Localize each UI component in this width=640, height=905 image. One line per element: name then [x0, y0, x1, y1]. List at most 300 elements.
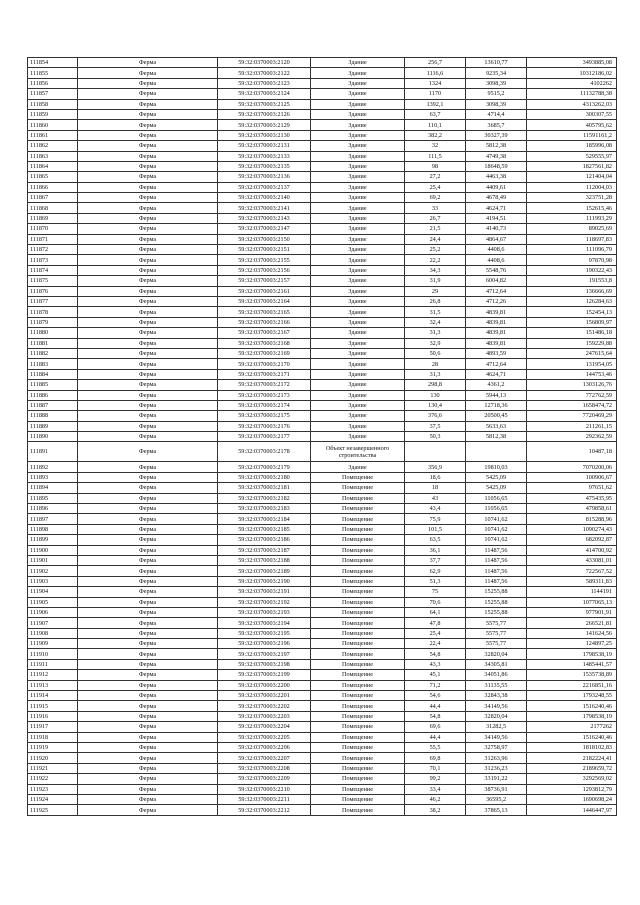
object-type-cell: Помещение: [311, 732, 405, 742]
area-cell: 31,9: [405, 276, 466, 286]
unit-cost-cell: 5575,77: [466, 628, 527, 638]
area-cell: 25,4: [405, 182, 466, 192]
object-type-cell: Здание: [311, 462, 405, 472]
cadastral-number-cell: 59:32:0370003:2198: [218, 659, 311, 669]
cadastral-number-cell: 59:32:0370003:2181: [218, 483, 311, 493]
table-row: [28, 421, 617, 431]
object-type-cell: Помещение: [311, 711, 405, 721]
area-cell: 37,7: [405, 555, 466, 565]
record-id-cell: 111922: [28, 774, 78, 784]
cadastral-number-cell: 59:32:0370003:2123: [218, 78, 311, 88]
cadastral-value-cell: 111096,79: [527, 245, 617, 255]
area-cell: 70,1: [405, 763, 466, 773]
cadastral-number-cell: 59:32:0370003:2180: [218, 472, 311, 482]
area-cell: 376,6: [405, 411, 466, 421]
record-id-cell: 111873: [28, 255, 78, 265]
object-name-cell: Ферма: [78, 524, 218, 534]
cadastral-value-cell: 11591161,2: [527, 130, 617, 140]
object-type-cell: Помещение: [311, 794, 405, 804]
table-row: [28, 514, 617, 524]
unit-cost-cell: 4893,59: [466, 348, 527, 358]
area-cell: 21,5: [405, 224, 466, 234]
object-type-cell: Здание: [311, 328, 405, 338]
table-row: [28, 89, 617, 99]
object-type-cell: Здание: [311, 421, 405, 431]
cadastral-number-cell: 59:32:0370003:2193: [218, 607, 311, 617]
object-type-cell: Помещение: [311, 618, 405, 628]
table-row: [28, 265, 617, 275]
table-row: [28, 307, 617, 317]
cadastral-number-cell: 59:32:0370003:2189: [218, 566, 311, 576]
table-row: [28, 276, 617, 286]
object-type-cell: Помещение: [311, 722, 405, 732]
object-name-cell: Ферма: [78, 680, 218, 690]
record-id-cell: 111863: [28, 151, 78, 161]
area-cell: 27,2: [405, 172, 466, 182]
object-type-cell: Здание: [311, 369, 405, 379]
area-cell: 63,5: [405, 535, 466, 545]
object-name-cell: Ферма: [78, 338, 218, 348]
table-row: [28, 58, 617, 68]
table-row: [28, 432, 617, 442]
object-name-cell: Ферма: [78, 701, 218, 711]
object-type-cell: Здание: [311, 161, 405, 171]
object-name-cell: Ферма: [78, 99, 218, 109]
table-row: [28, 442, 617, 462]
cadastral-number-cell: 59:32:0370003:2206: [218, 743, 311, 753]
object-type-cell: Помещение: [311, 774, 405, 784]
cadastral-number-cell: 59:32:0370003:2205: [218, 732, 311, 742]
cadastral-number-cell: 59:32:0370003:2171: [218, 369, 311, 379]
unit-cost-cell: 4839,81: [466, 317, 527, 327]
unit-cost-cell: 4409,61: [466, 182, 527, 192]
area-cell: 44,4: [405, 732, 466, 742]
record-id-cell: 111876: [28, 286, 78, 296]
cadastral-number-cell: 59:32:0370003:2202: [218, 701, 311, 711]
cadastral-value-cell: 190322,43: [527, 265, 617, 275]
unit-cost-cell: 19810,03: [466, 462, 527, 472]
cadastral-value-cell: 112004,03: [527, 182, 617, 192]
record-id-cell: 111919: [28, 743, 78, 753]
object-name-cell: Ферма: [78, 483, 218, 493]
area-cell: 69,8: [405, 753, 466, 763]
object-type-cell: Здание: [311, 400, 405, 410]
record-id-cell: 111913: [28, 680, 78, 690]
cadastral-value-cell: 977901,91: [527, 607, 617, 617]
table-row: [28, 597, 617, 607]
record-id-cell: 111869: [28, 213, 78, 223]
object-type-cell: Здание: [311, 120, 405, 130]
record-id-cell: 111880: [28, 328, 78, 338]
unit-cost-cell: 4624,71: [466, 203, 527, 213]
unit-cost-cell: 30327,39: [466, 130, 527, 140]
table-row: [28, 753, 617, 763]
unit-cost-cell: 32820,04: [466, 649, 527, 659]
cadastral-value-cell: 300307,55: [527, 109, 617, 119]
table-row: [28, 380, 617, 390]
cadastral-number-cell: 59:32:0370003:2197: [218, 649, 311, 659]
table-row: [28, 524, 617, 534]
table-row: [28, 109, 617, 119]
unit-cost-cell: 37865,13: [466, 805, 527, 815]
cadastral-number-cell: 59:32:0370003:2196: [218, 639, 311, 649]
cadastral-value-cell: 414700,92: [527, 545, 617, 555]
area-cell: 256,7: [405, 58, 466, 68]
object-name-cell: Ферма: [78, 504, 218, 514]
object-type-cell: Помещение: [311, 743, 405, 753]
unit-cost-cell: 4749,38: [466, 151, 527, 161]
cadastral-value-cell: 118697,83: [527, 234, 617, 244]
cadastral-value-cell: 1535738,89: [527, 670, 617, 680]
object-type-cell: Здание: [311, 317, 405, 327]
area-cell: 382,2: [405, 130, 466, 140]
unit-cost-cell: 9235,34: [466, 68, 527, 78]
object-name-cell: Ферма: [78, 369, 218, 379]
area-cell: 26,7: [405, 213, 466, 223]
table-row: [28, 411, 617, 421]
table-row: [28, 193, 617, 203]
object-type-cell: Здание: [311, 265, 405, 275]
table-row: [28, 130, 617, 140]
area-cell: 1116,6: [405, 68, 466, 78]
cadastral-value-cell: 100906,67: [527, 472, 617, 482]
cadastral-number-cell: 59:32:0370003:2212: [218, 805, 311, 815]
unit-cost-cell: 3098,39: [466, 99, 527, 109]
object-name-cell: Ферма: [78, 535, 218, 545]
record-id-cell: 111910: [28, 649, 78, 659]
unit-cost-cell: 31135,55: [466, 680, 527, 690]
object-name-cell: Ферма: [78, 89, 218, 99]
object-type-cell: Здание: [311, 245, 405, 255]
object-name-cell: Ферма: [78, 639, 218, 649]
cadastral-number-cell: 59:32:0370003:2209: [218, 774, 311, 784]
unit-cost-cell: 5425,09: [466, 483, 527, 493]
cadastral-value-cell: 7720469,29: [527, 411, 617, 421]
record-id-cell: 111861: [28, 130, 78, 140]
object-type-cell: Здание: [311, 359, 405, 369]
record-id-cell: 111879: [28, 317, 78, 327]
table-row: [28, 555, 617, 565]
unit-cost-cell: 5812,38: [466, 432, 527, 442]
cadastral-value-cell: 1446447,97: [527, 805, 617, 815]
cadastral-value-cell: 1516240,46: [527, 732, 617, 742]
record-id-cell: 111860: [28, 120, 78, 130]
table-row: [28, 649, 617, 659]
unit-cost-cell: 4194,51: [466, 213, 527, 223]
cadastral-number-cell: 59:32:0370003:2130: [218, 130, 311, 140]
table-row: [28, 794, 617, 804]
area-cell: 32: [405, 141, 466, 151]
record-id-cell: 111854: [28, 58, 78, 68]
record-id-cell: 111924: [28, 794, 78, 804]
object-type-cell: Помещение: [311, 649, 405, 659]
cadastral-value-cell: 1485441,57: [527, 659, 617, 669]
cadastral-number-cell: 59:32:0370003:2174: [218, 400, 311, 410]
record-id-cell: 111894: [28, 483, 78, 493]
table-row: [28, 732, 617, 742]
cadastral-number-cell: 59:32:0370003:2201: [218, 691, 311, 701]
unit-cost-cell: 4624,71: [466, 369, 527, 379]
cadastral-number-cell: 59:32:0370003:2155: [218, 255, 311, 265]
cadastral-number-cell: 59:32:0370003:2137: [218, 182, 311, 192]
cadastral-value-cell: 475435,95: [527, 493, 617, 503]
table-row: [28, 545, 617, 555]
cadastral-value-cell: 3493885,08: [527, 58, 617, 68]
table-row: [28, 639, 617, 649]
cadastral-number-cell: 59:32:0370003:2135: [218, 161, 311, 171]
cadastral-value-cell: 2189659,72: [527, 763, 617, 773]
area-cell: 110,1: [405, 120, 466, 130]
object-name-cell: Ферма: [78, 607, 218, 617]
table-row: [28, 535, 617, 545]
cadastral-value-cell: 97651,62: [527, 483, 617, 493]
cadastral-number-cell: 59:32:0370003:2207: [218, 753, 311, 763]
object-name-cell: Ферма: [78, 213, 218, 223]
table-row: [28, 172, 617, 182]
object-name-cell: Ферма: [78, 628, 218, 638]
table-row: [28, 607, 617, 617]
area-cell: 43: [405, 493, 466, 503]
record-id-cell: 111886: [28, 390, 78, 400]
unit-cost-cell: 4839,81: [466, 328, 527, 338]
cadastral-value-cell: 4102262: [527, 78, 617, 88]
cadastral-number-cell: 59:32:0370003:2150: [218, 234, 311, 244]
cadastral-value-cell: 7070200,06: [527, 462, 617, 472]
table-row: [28, 99, 617, 109]
cadastral-value-cell: 191553,8: [527, 276, 617, 286]
record-id-cell: 111898: [28, 524, 78, 534]
table-row: [28, 566, 617, 576]
cadastral-value-cell: 152615,46: [527, 203, 617, 213]
object-name-cell: Ферма: [78, 493, 218, 503]
record-id-cell: 111865: [28, 172, 78, 182]
object-name-cell: Ферма: [78, 618, 218, 628]
object-name-cell: Ферма: [78, 411, 218, 421]
object-type-cell: Здание: [311, 380, 405, 390]
record-id-cell: 111881: [28, 338, 78, 348]
record-id-cell: 111883: [28, 359, 78, 369]
cadastral-value-cell: 159229,88: [527, 338, 617, 348]
table-row: [28, 483, 617, 493]
cadastral-number-cell: 59:32:0370003:2172: [218, 380, 311, 390]
cadastral-number-cell: 59:32:0370003:2186: [218, 535, 311, 545]
table-row: [28, 400, 617, 410]
cadastral-number-cell: 59:32:0370003:2200: [218, 680, 311, 690]
area-cell: 22,4: [405, 639, 466, 649]
record-id-cell: 111859: [28, 109, 78, 119]
object-name-cell: Ферма: [78, 307, 218, 317]
area-cell: 54,8: [405, 711, 466, 721]
cadastral-number-cell: 59:32:0370003:2125: [218, 99, 311, 109]
table-row: [28, 587, 617, 597]
object-type-cell: Здание: [311, 68, 405, 78]
unit-cost-cell: 31236,23: [466, 763, 527, 773]
unit-cost-cell: 6004,82: [466, 276, 527, 286]
unit-cost-cell: 15255,88: [466, 587, 527, 597]
table-row: [28, 743, 617, 753]
object-name-cell: Ферма: [78, 784, 218, 794]
record-id-cell: 111916: [28, 711, 78, 721]
cadastral-value-cell: 89025,69: [527, 224, 617, 234]
object-name-cell: Ферма: [78, 68, 218, 78]
cadastral-value-cell: 589311,83: [527, 576, 617, 586]
object-name-cell: Ферма: [78, 442, 218, 462]
area-cell: 54,8: [405, 649, 466, 659]
object-name-cell: Ферма: [78, 380, 218, 390]
object-type-cell: Помещение: [311, 805, 405, 815]
table-row: [28, 628, 617, 638]
object-name-cell: Ферма: [78, 224, 218, 234]
object-name-cell: Ферма: [78, 649, 218, 659]
table-row: [28, 213, 617, 223]
record-id-cell: 111864: [28, 161, 78, 171]
record-id-cell: 111905: [28, 597, 78, 607]
unit-cost-cell: 38736,91: [466, 784, 527, 794]
table-row: [28, 78, 617, 88]
record-id-cell: 111896: [28, 504, 78, 514]
cadastral-number-cell: 59:32:0370003:2168: [218, 338, 311, 348]
object-type-cell: Помещение: [311, 493, 405, 503]
table-row: [28, 659, 617, 669]
table-row: [28, 328, 617, 338]
object-type-cell: Здание: [311, 193, 405, 203]
unit-cost-cell: 4839,81: [466, 338, 527, 348]
cadastral-value-cell: 124897,25: [527, 639, 617, 649]
cadastral-number-cell: 59:32:0370003:2177: [218, 432, 311, 442]
area-cell: 130: [405, 390, 466, 400]
record-id-cell: 111912: [28, 670, 78, 680]
unit-cost-cell: 13610,77: [466, 58, 527, 68]
table-row: [28, 203, 617, 213]
object-type-cell: Здание: [311, 213, 405, 223]
unit-cost-cell: 4140,73: [466, 224, 527, 234]
area-cell: 54,6: [405, 691, 466, 701]
cadastral-value-cell: 1690698,24: [527, 794, 617, 804]
unit-cost-cell: 5425,09: [466, 472, 527, 482]
record-id-cell: 111897: [28, 514, 78, 524]
cadastral-value-cell: 211261,15: [527, 421, 617, 431]
object-name-cell: Ферма: [78, 276, 218, 286]
cadastral-number-cell: 59:32:0370003:2187: [218, 545, 311, 555]
cadastral-value-cell: 10487,18: [527, 442, 617, 462]
record-id-cell: 111885: [28, 380, 78, 390]
area-cell: 36,1: [405, 545, 466, 555]
record-id-cell: 111877: [28, 296, 78, 306]
object-type-cell: Здание: [311, 276, 405, 286]
table-row: [28, 462, 617, 472]
cadastral-value-cell: 185996,08: [527, 141, 617, 151]
cadastral-value-cell: 1818102,83: [527, 743, 617, 753]
cadastral-value-cell: 121404,04: [527, 172, 617, 182]
unit-cost-cell: 11487,56: [466, 545, 527, 555]
cadastral-value-cell: 152454,13: [527, 307, 617, 317]
unit-cost-cell: 5633,63: [466, 421, 527, 431]
cadastral-number-cell: 59:32:0370003:2147: [218, 224, 311, 234]
area-cell: 69,6: [405, 722, 466, 732]
object-type-cell: Помещение: [311, 524, 405, 534]
cadastral-value-cell: 126284,63: [527, 296, 617, 306]
unit-cost-cell: 12718,36: [466, 400, 527, 410]
cadastral-number-cell: 59:32:0370003:2136: [218, 172, 311, 182]
area-cell: 71,2: [405, 680, 466, 690]
record-id-cell: 111904: [28, 587, 78, 597]
cadastral-value-cell: 1827561,82: [527, 161, 617, 171]
unit-cost-cell: 34305,81: [466, 659, 527, 669]
unit-cost-cell: 4864,67: [466, 234, 527, 244]
area-cell: 70,6: [405, 597, 466, 607]
table-row: [28, 805, 617, 815]
unit-cost-cell: 4714,4: [466, 109, 527, 119]
object-name-cell: Ферма: [78, 472, 218, 482]
record-id-cell: 111909: [28, 639, 78, 649]
cadastral-number-cell: 59:32:0370003:2191: [218, 587, 311, 597]
record-id-cell: 111887: [28, 400, 78, 410]
record-id-cell: 111856: [28, 78, 78, 88]
cadastral-value-cell: 682092,87: [527, 535, 617, 545]
unit-cost-cell: 36595,2: [466, 794, 527, 804]
object-type-cell: Здание: [311, 307, 405, 317]
object-type-cell: Помещение: [311, 514, 405, 524]
cadastral-number-cell: 59:32:0370003:2194: [218, 618, 311, 628]
object-type-cell: Помещение: [311, 753, 405, 763]
unit-cost-cell: 4712,26: [466, 296, 527, 306]
cadastral-number-cell: 59:32:0370003:2167: [218, 328, 311, 338]
record-id-cell: 111870: [28, 224, 78, 234]
object-type-cell: Здание: [311, 89, 405, 99]
unit-cost-cell: 4839,81: [466, 307, 527, 317]
unit-cost-cell: 34149,56: [466, 701, 527, 711]
unit-cost-cell: 4712,64: [466, 359, 527, 369]
object-name-cell: Ферма: [78, 348, 218, 358]
object-name-cell: Ферма: [78, 555, 218, 565]
record-id-cell: 111899: [28, 535, 78, 545]
object-type-cell: Помещение: [311, 504, 405, 514]
object-name-cell: Ферма: [78, 763, 218, 773]
object-name-cell: Ферма: [78, 400, 218, 410]
cadastral-number-cell: 59:32:0370003:2195: [218, 628, 311, 638]
object-name-cell: Ферма: [78, 421, 218, 431]
table-row: [28, 576, 617, 586]
cadastral-number-cell: 59:32:0370003:2133: [218, 151, 311, 161]
object-type-cell: Здание: [311, 224, 405, 234]
object-type-cell: Помещение: [311, 691, 405, 701]
unit-cost-cell: 32843,38: [466, 691, 527, 701]
object-type-cell: Здание: [311, 58, 405, 68]
object-type-cell: Здание: [311, 99, 405, 109]
cadastral-value-cell: 131954,05: [527, 359, 617, 369]
record-id-cell: 111911: [28, 659, 78, 669]
unit-cost-cell: 4408,6: [466, 255, 527, 265]
table-row: [28, 234, 617, 244]
area-cell: 31,3: [405, 369, 466, 379]
area-cell: 28: [405, 359, 466, 369]
record-id-cell: 111920: [28, 753, 78, 763]
cadastral-number-cell: 59:32:0370003:2131: [218, 141, 311, 151]
area-cell: 99,2: [405, 774, 466, 784]
object-type-cell: Помещение: [311, 555, 405, 565]
area-cell: 69,2: [405, 193, 466, 203]
object-type-cell: Помещение: [311, 535, 405, 545]
table-row: [28, 722, 617, 732]
record-id-cell: 111868: [28, 203, 78, 213]
object-type-cell: Здание: [311, 255, 405, 265]
object-name-cell: Ферма: [78, 245, 218, 255]
object-type-cell: Объект незавершенного строительства: [311, 442, 405, 462]
object-type-cell: Помещение: [311, 597, 405, 607]
area-cell: 101,5: [405, 524, 466, 534]
object-name-cell: Ферма: [78, 743, 218, 753]
record-id-cell: 111878: [28, 307, 78, 317]
